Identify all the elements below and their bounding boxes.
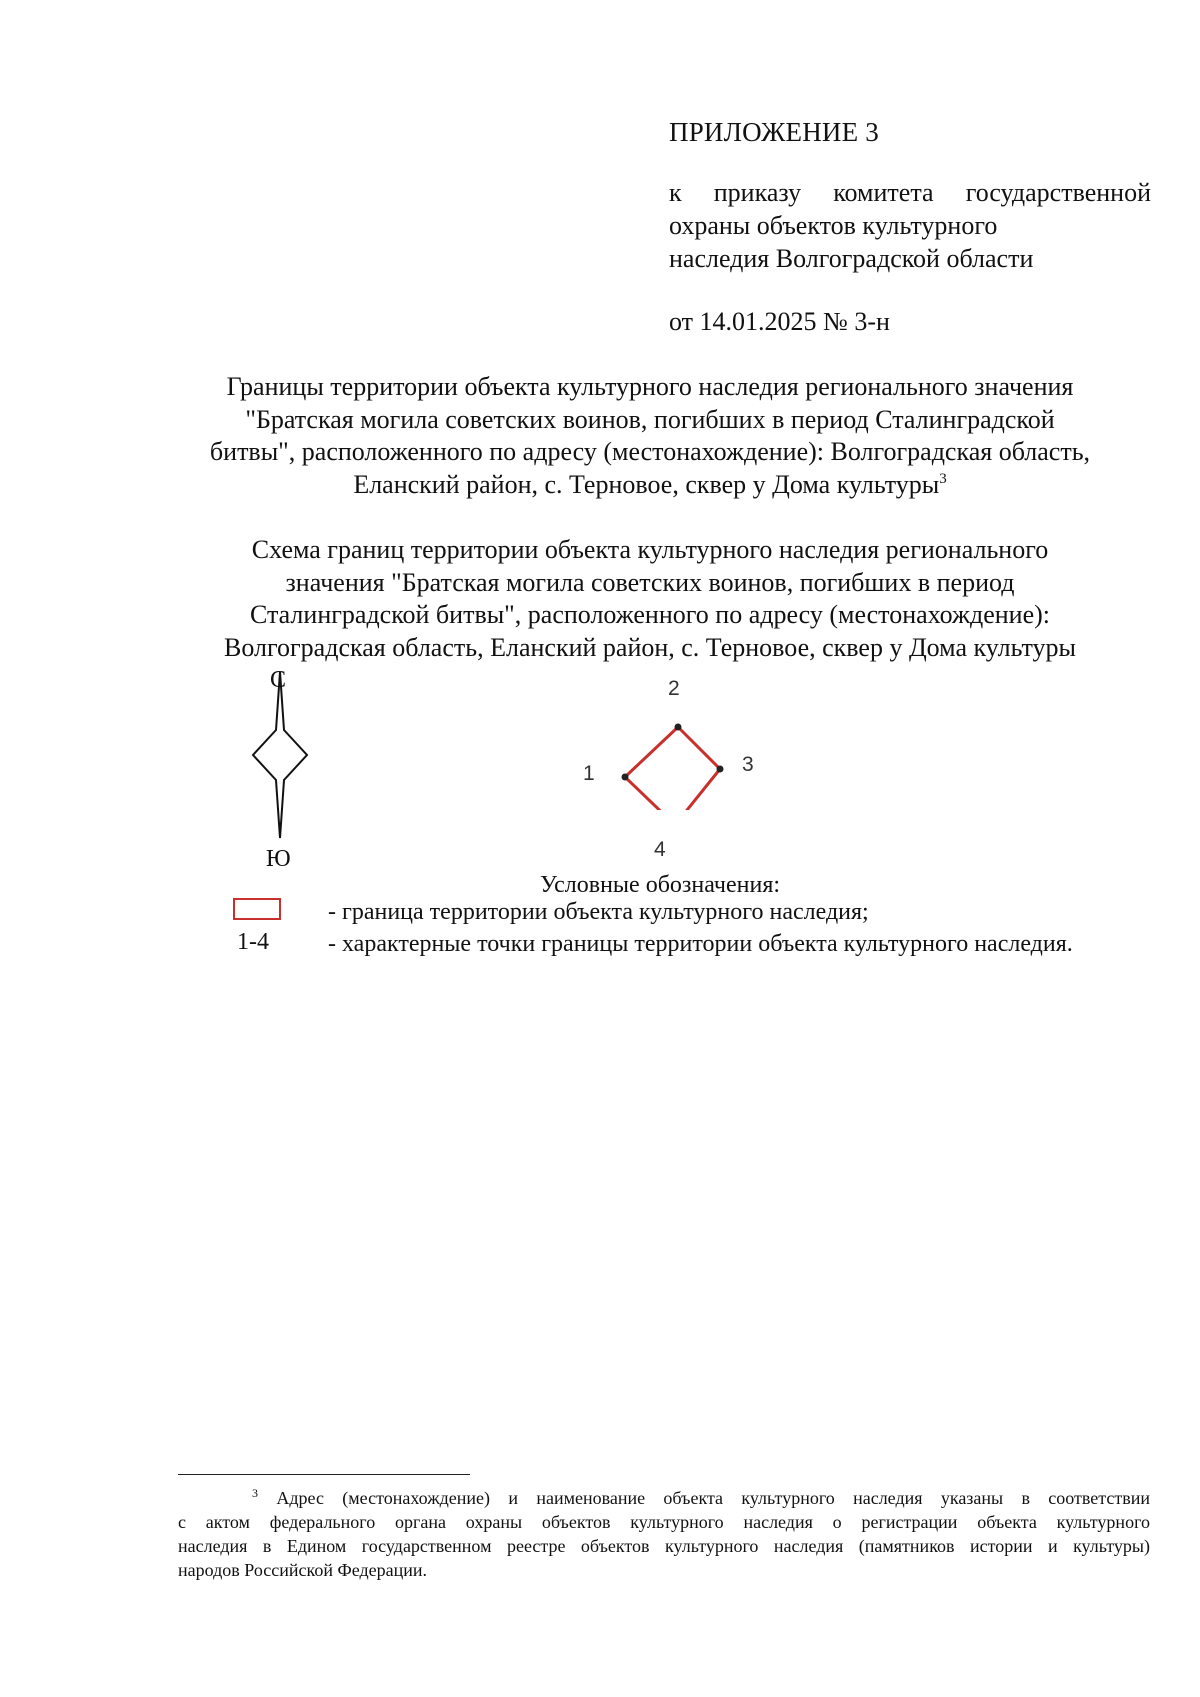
scheme-title-line-1: Схема границ территории объекта культурного наследия регионального — [251, 535, 1049, 564]
boundaries-title-line-4-text: Еланский район, с. Терновое, сквер у Дома культуры — [353, 469, 940, 499]
compass-rose-icon — [245, 670, 315, 840]
compass-north-label: С — [270, 667, 287, 693]
point-label-3: 3 — [742, 753, 754, 776]
footnote-line-1-text: Адрес (местонахождение) и наименование объекта культурного наследия указаны в соответствии — [276, 1488, 1151, 1508]
boundaries-title-line-1: Границы территории объекта культурного наследия регионального значения — [226, 372, 1074, 401]
footnote — [178, 1486, 1150, 1582]
footnote-line-3: наследия в Едином государственном реестре объектов культурного наследия (памятников истории и культуры) — [178, 1536, 1150, 1556]
boundary-point-2 — [675, 724, 682, 731]
boundary-plot — [560, 660, 760, 810]
footnote-line-2: с актом федерального органа охраны объектов культурного наследия о регистрации объекта культурного — [178, 1512, 1150, 1532]
footnote-mark: 3 — [252, 1486, 258, 1500]
compass-south-label: Ю — [266, 846, 291, 872]
appendix-title: ПРИЛОЖЕНИЕ 3 — [669, 117, 879, 147]
scheme-title-line-3: Сталинградской битвы", расположенного по адресу (местонахождение): — [249, 600, 1051, 629]
scheme-title — [150, 534, 1150, 664]
point-label-4: 4 — [654, 838, 666, 861]
point-label-1: 1 — [583, 762, 595, 785]
footnote-reference: 3 — [939, 470, 947, 487]
point-label-2: 2 — [668, 677, 680, 700]
boundaries-title-line-4 — [150, 469, 1150, 502]
boundary-polygon — [625, 727, 720, 810]
boundaries-title-line-2: "Братская могила советских воинов, погибших в период Сталинградской — [245, 404, 1055, 434]
scheme-title-line-2: значения "Братская могила советских воинов, погибших в период — [285, 567, 1015, 597]
appendix-reference — [669, 176, 1151, 275]
legend-points-key: 1-4 — [237, 929, 269, 955]
scheme-title-line-4: Волгоградская область, Еланский район, с. Терновое, сквер у Дома культуры — [224, 632, 1076, 662]
footnote-line-4: народов Российской Федерации. — [178, 1560, 427, 1580]
legend-boundary-swatch — [233, 898, 281, 920]
boundary-point-3 — [717, 766, 724, 773]
legend-title: Условные обозначения: — [540, 872, 781, 898]
boundaries-title — [150, 371, 1150, 501]
footnote-line-1 — [178, 1486, 1150, 1510]
boundaries-title-line-3: битвы", расположенного по адресу (местонахождение): Волгоградская область, — [209, 437, 1091, 466]
legend-points-text: - характерные точки границы территории объекта культурного наследия. — [328, 931, 1073, 957]
legend-boundary-text: - граница территории объекта культурного наследия; — [328, 899, 869, 925]
appendix-ref-line-1: к приказу комитета государственной — [669, 178, 1151, 207]
appendix-date: от 14.01.2025 № 3-н — [669, 307, 890, 336]
appendix-ref-line-2: охраны объектов культурного — [669, 211, 998, 240]
footnote-divider — [178, 1474, 470, 1475]
boundary-point-1 — [622, 774, 629, 781]
appendix-ref-line-3: наследия Волгоградской области — [669, 244, 1034, 273]
